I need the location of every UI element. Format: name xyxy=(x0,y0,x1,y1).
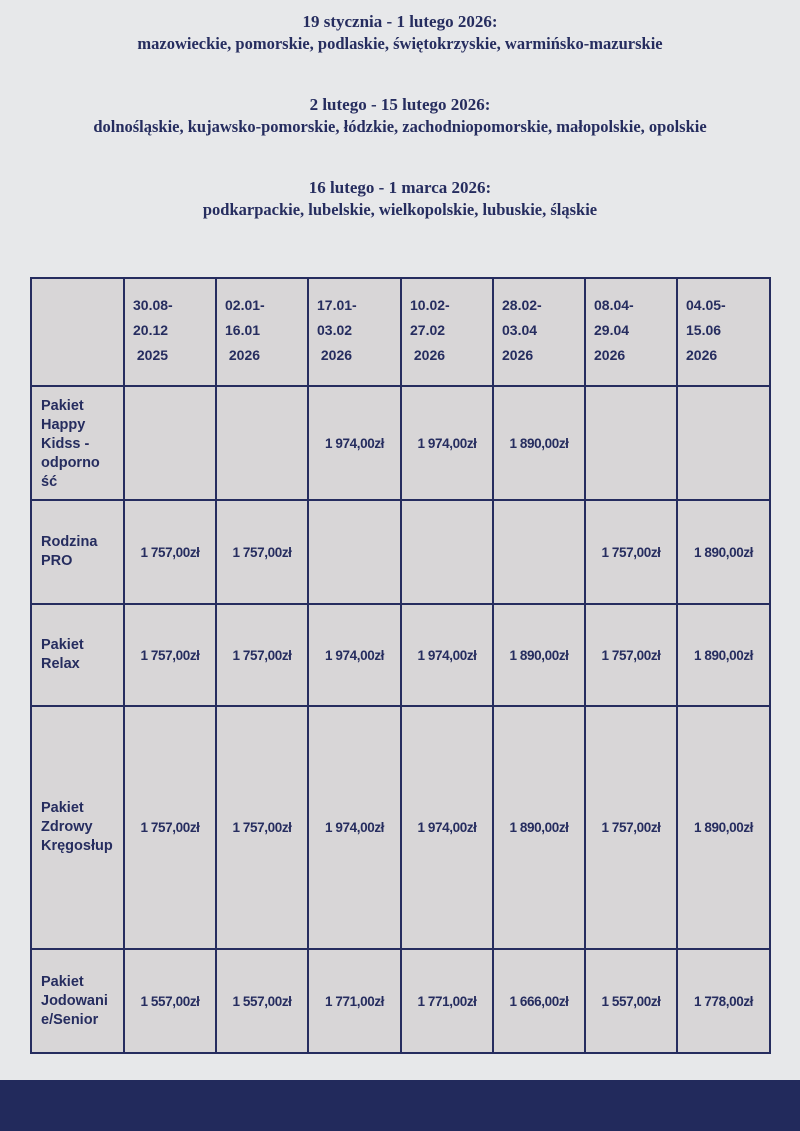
column-header-line: 2026 xyxy=(502,347,534,363)
package-name: Rodzina PRO xyxy=(31,500,124,604)
period-regions: dolnośląskie, kujawsko-pomorskie, łódzkie, zachodniopomorskie, małopolskie, opolskie xyxy=(93,117,707,136)
price-cell: 1 666,00zł xyxy=(493,949,585,1053)
price-cell: 1 557,00zł xyxy=(216,949,308,1053)
price-cell: 1 757,00zł xyxy=(585,500,677,604)
price-cell: 1 757,00zł xyxy=(585,706,677,949)
price-cell: 1 890,00zł xyxy=(493,706,585,949)
column-header-line: 30.08- xyxy=(133,297,173,313)
price-cell: 1 890,00zł xyxy=(677,500,770,604)
holiday-period xyxy=(0,94,800,138)
package-name: Pakiet Zdrowy Kręgosłup xyxy=(31,706,124,949)
table-row xyxy=(31,604,770,706)
price-cell: 1 757,00zł xyxy=(124,500,216,604)
table-row xyxy=(31,706,770,949)
price-cell: 1 757,00zł xyxy=(124,604,216,706)
price-cell xyxy=(216,386,308,500)
column-header-line: 2026 xyxy=(410,347,446,363)
corner-cell xyxy=(31,278,124,386)
price-table xyxy=(30,277,771,1054)
price-cell xyxy=(308,500,401,604)
price-cell: 1 557,00zł xyxy=(585,949,677,1053)
column-header-line: 2026 xyxy=(594,347,626,363)
price-cell: 1 974,00zł xyxy=(401,386,493,500)
column-header xyxy=(677,278,770,386)
price-cell: 1 974,00zł xyxy=(401,604,493,706)
period-dates: 19 stycznia - 1 lutego 2026: xyxy=(302,12,498,31)
column-header-line: 29.04 xyxy=(594,322,630,338)
column-header-line: 02.01- xyxy=(225,297,265,313)
package-name: Pakiet Jodowani e/Senior xyxy=(31,949,124,1053)
price-cell xyxy=(493,500,585,604)
column-header-line: 03.04 xyxy=(502,322,538,338)
price-cell: 1 890,00zł xyxy=(677,706,770,949)
column-header-line: 16.01 xyxy=(225,322,261,338)
column-header-line: 27.02 xyxy=(410,322,446,338)
footer-bar xyxy=(0,1080,800,1131)
price-cell: 1 771,00zł xyxy=(401,949,493,1053)
price-cell: 1 757,00zł xyxy=(216,604,308,706)
period-dates: 2 lutego - 15 lutego 2026: xyxy=(309,95,491,114)
price-cell: 1 771,00zł xyxy=(308,949,401,1053)
column-header-line: 2026 xyxy=(686,347,718,363)
column-header-line: 17.01- xyxy=(317,297,357,313)
column-header xyxy=(401,278,493,386)
column-header-line: 04.05- xyxy=(686,297,726,313)
column-header-line: 03.02 xyxy=(317,322,353,338)
price-cell: 1 757,00zł xyxy=(216,500,308,604)
price-cell: 1 757,00zł xyxy=(124,706,216,949)
price-cell: 1 974,00zł xyxy=(308,706,401,949)
holiday-period xyxy=(0,11,800,55)
package-name: Pakiet Happy Kidss - odporno ść xyxy=(31,386,124,500)
table-row xyxy=(31,949,770,1053)
column-header-line: 28.02- xyxy=(502,297,542,313)
price-cell xyxy=(677,386,770,500)
price-cell: 1 974,00zł xyxy=(401,706,493,949)
table-header-row xyxy=(31,278,770,386)
column-header xyxy=(585,278,677,386)
column-header xyxy=(124,278,216,386)
price-cell xyxy=(401,500,493,604)
price-cell: 1 890,00zł xyxy=(493,604,585,706)
price-cell: 1 890,00zł xyxy=(493,386,585,500)
column-header-line: 20.12 xyxy=(133,322,169,338)
column-header-line: 10.02- xyxy=(410,297,450,313)
column-header-line: 08.04- xyxy=(594,297,634,313)
period-dates: 16 lutego - 1 marca 2026: xyxy=(308,178,492,197)
price-cell: 1 974,00zł xyxy=(308,604,401,706)
table-row xyxy=(31,386,770,500)
column-header xyxy=(308,278,401,386)
column-header-line: 2025 xyxy=(133,347,169,363)
column-header-line: 15.06 xyxy=(686,322,722,338)
price-cell: 1 778,00zł xyxy=(677,949,770,1053)
period-regions: podkarpackie, lubelskie, wielkopolskie, lubuskie, śląskie xyxy=(202,200,598,219)
price-cell: 1 974,00zł xyxy=(308,386,401,500)
period-regions: mazowieckie, pomorskie, podlaskie, świętokrzyskie, warmińsko-mazurskie xyxy=(137,34,663,53)
price-cell: 1 890,00zł xyxy=(677,604,770,706)
column-header-line: 2026 xyxy=(225,347,261,363)
price-cell: 1 557,00zł xyxy=(124,949,216,1053)
column-header-line: 2026 xyxy=(317,347,353,363)
price-cell: 1 757,00zł xyxy=(585,604,677,706)
holiday-period xyxy=(0,177,800,221)
price-cell xyxy=(124,386,216,500)
column-header xyxy=(216,278,308,386)
package-name: Pakiet Relax xyxy=(31,604,124,706)
price-cell: 1 757,00zł xyxy=(216,706,308,949)
table-row xyxy=(31,500,770,604)
price-cell xyxy=(585,386,677,500)
column-header xyxy=(493,278,585,386)
